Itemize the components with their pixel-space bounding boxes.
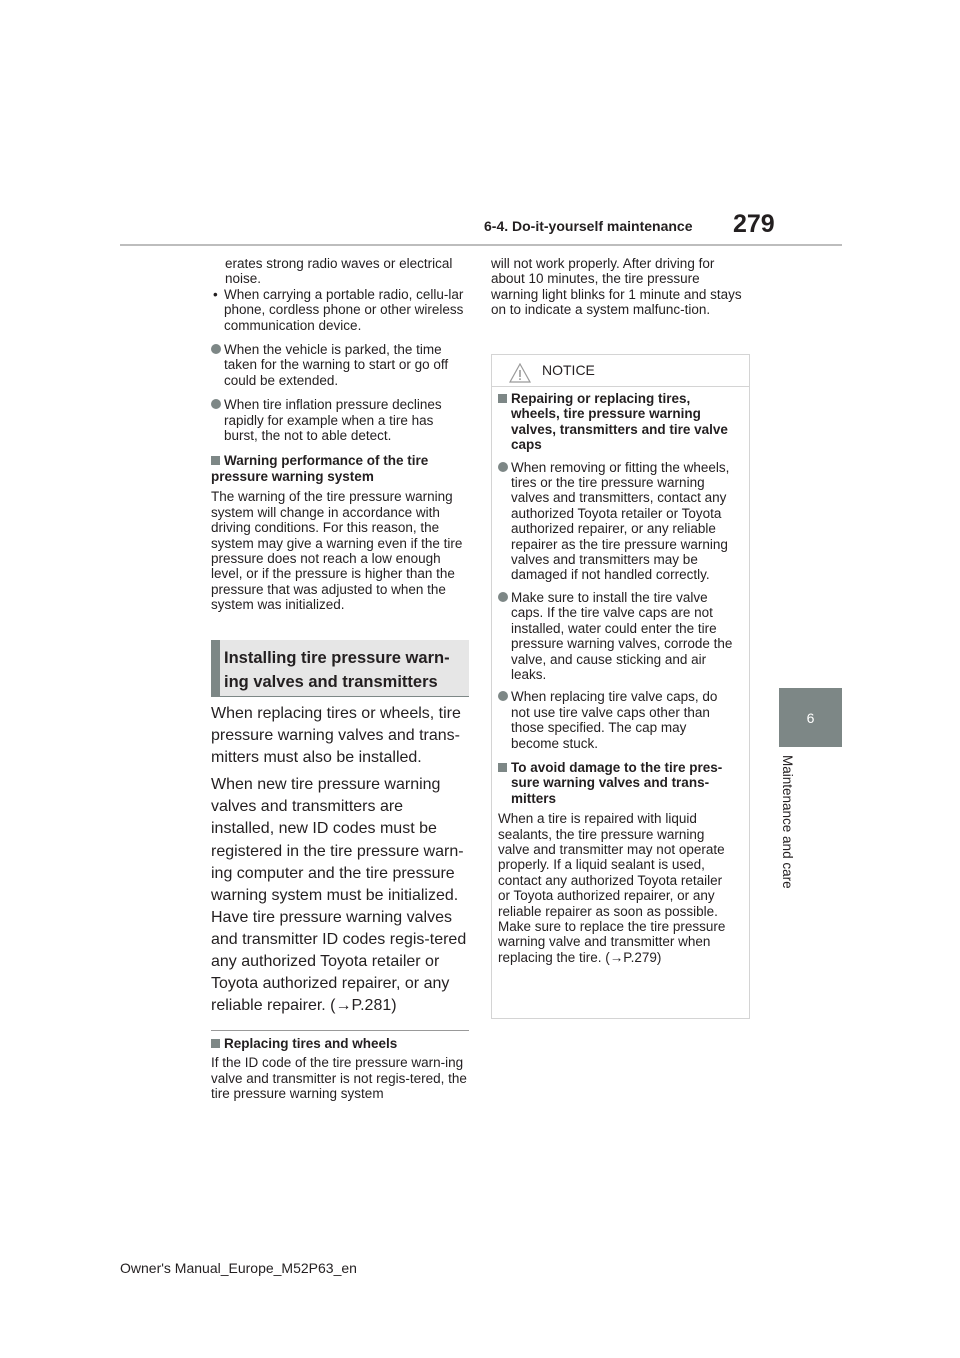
circle-bullet-icon <box>498 691 508 701</box>
section-heading-line: ing valves and transmitters <box>224 673 438 691</box>
bullet-text: When the vehicle is parked, the time taken for the warning to start or go off could be extended. <box>224 342 449 388</box>
header-divider <box>120 244 842 246</box>
list-item <box>498 590 734 682</box>
paragraph-continued: will not work properly. After driving for about 10 minutes, the tire pressure warning light blinks for 1 minute and stays on to indicate a system malfunc-tion. <box>491 256 742 318</box>
body-paragraph: When replacing tires or wheels, tire pressure warning valves and trans-mitters must also be installed. <box>211 705 461 767</box>
circle-bullet-icon <box>498 592 508 602</box>
section-heading-text <box>224 646 450 694</box>
circle-bullet-icon <box>498 462 508 472</box>
square-bullet-icon <box>498 763 507 772</box>
notice-subheading <box>498 760 734 806</box>
left-column-top <box>211 256 469 613</box>
square-bullet-icon <box>498 394 507 403</box>
bullet-text: When replacing tire valve caps, do not use tire valve caps other than those specified. The cap may become stuck. <box>511 689 718 751</box>
notice-paragraph: When a tire is repaired with liquid sealants, the tire pressure warning valve and transmitter may not operate properly. If a liquid sealant is used, contact any authorized Toyota retailer or Toyota authorized repairer, or any reliable repairer as soon as possible. Make sure to replace the tire pressure warning valve and transmitter when replacing the tire. (→P.279) <box>498 811 726 965</box>
notice-subheading-text: Repairing or replacing tires, wheels, tire pressure warning valves, transmitters and tire valve caps <box>511 391 728 453</box>
chapter-label-text: Maintenance and care <box>780 755 795 889</box>
footer-text: Owner's Manual_Europe_M52P63_en <box>120 1260 357 1276</box>
bullet-text: When tire inflation pressure declines rapidly for example when a tire has burst, the not to able detect. <box>224 397 442 444</box>
warning-triangle-icon <box>509 363 531 383</box>
chapter-tab <box>779 688 842 747</box>
paragraph: If the ID code of the tire pressure warn-ing valve and transmitter is not regis-tered, the tire pressure warning system <box>211 1055 467 1102</box>
notice-subheading-text: To avoid damage to the tire pres-sure warning valves and trans-mitters <box>511 759 723 806</box>
left-column-bottom <box>211 1036 469 1102</box>
body-paragraph: When new tire pressure warning valves and transmitters are installed, new ID codes must be registered in the tire pressure warn-ing computer and the tire pressure warning system must be initialized. Have tire pressure warning valves and transmitter ID codes regis-tered any authorized Toyota retailer or Toyota authorized repairer, or any reliable repairer. (→P.281) <box>211 776 467 1015</box>
notice-header <box>492 355 749 387</box>
circle-bullet-icon <box>211 344 221 354</box>
bullet-text: When removing or fitting the wheels, tires or the tire pressure warning valves and transmitters, contact any authorized Toyota retailer or Toyota authorized repairer, or any reliable repairer as the tire pressure warning valves and transmitters may be damaged if not handled correctly. <box>511 459 730 583</box>
page-number: 279 <box>733 210 775 238</box>
chapter-number: 6 <box>806 709 815 726</box>
paragraph: The warning of the tire pressure warning system will change in accordance with driving conditions. For this reason, the system may give a warning even if the tire pressure does not reach a low enough level, or if the pressure is higher than the pressure that was adjusted to when the system was initialized. <box>211 489 463 613</box>
square-bullet-icon <box>211 1039 220 1048</box>
dash-marker: • <box>213 286 218 302</box>
section-heading <box>211 640 469 697</box>
section-heading-line: Installing tire pressure warn- <box>224 649 450 667</box>
subheading <box>211 453 469 484</box>
subheading <box>211 1036 469 1051</box>
notice-label: NOTICE <box>542 362 595 378</box>
list-item <box>211 342 469 388</box>
section-heading-bar <box>211 640 220 696</box>
list-item <box>498 460 734 583</box>
list-item <box>498 689 734 751</box>
dash-item-text: When carrying a portable radio, cellu-lar phone, cordless phone or other wireless communication device. <box>224 286 464 333</box>
divider <box>211 1030 469 1031</box>
dash-item <box>211 287 469 333</box>
list-item <box>211 397 469 443</box>
square-bullet-icon <box>211 456 220 465</box>
bullet-text: Make sure to install the tire valve caps. If the tire valve caps are not installed, water could enter the tire pressure warning valves, corrode the valve, and cause sticking and air leaks. <box>511 589 733 682</box>
notice-subheading <box>498 391 734 453</box>
circle-bullet-icon <box>211 399 221 409</box>
body-text <box>211 703 469 1017</box>
notice-box <box>491 354 750 1019</box>
subheading-text: Warning performance of the tire pressure warning system <box>211 453 429 484</box>
notice-body <box>498 391 734 965</box>
subheading-text: Replacing tires and wheels <box>224 1036 398 1051</box>
section-title: 6-4. Do-it-yourself maintenance <box>484 218 693 234</box>
chapter-label <box>780 755 804 915</box>
continued-fragment: erates strong radio waves or electrical noise. <box>225 256 453 287</box>
